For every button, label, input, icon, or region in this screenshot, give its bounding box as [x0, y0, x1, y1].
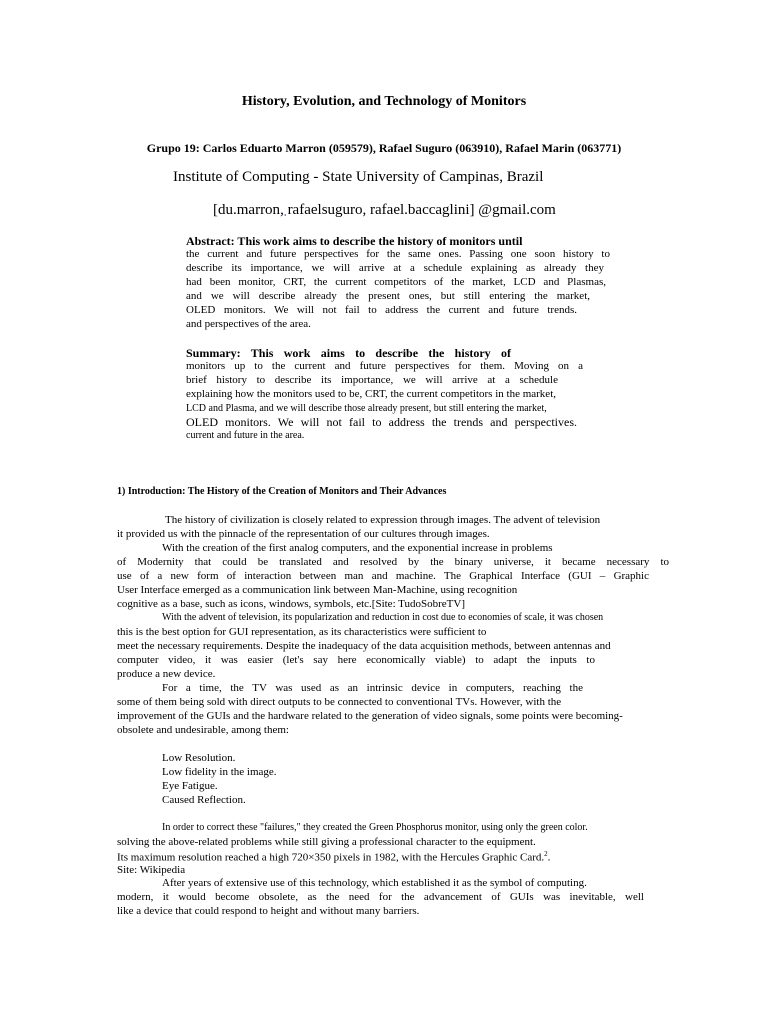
summary-line: monitors up to the current and future perspectives for them. Moving on a	[186, 360, 583, 372]
body-line: some of them being sold with direct outputs to be connected to conventional TVs. However, with the	[117, 696, 562, 708]
abstract-line: and perspectives of the area.	[186, 318, 311, 330]
body-line: meet the necessary requirements. Despite the inadequacy of the data acquisition methods, between antennas and	[117, 640, 611, 652]
email-part-2: rafaelsuguro, rafael.baccaglini] @gmail.com	[287, 202, 556, 218]
abstract-heading: Abstract: This work aims to describe the history of monitors until	[186, 234, 523, 248]
email-line	[213, 202, 556, 219]
body-line: like a device that could respond to height and without many barriers.	[117, 905, 420, 917]
body-line: produce a new device.	[117, 668, 216, 680]
body-line: After years of extensive use of this technology, which established it as the symbol of computing.	[162, 877, 587, 889]
body-line: cognitive as a base, such as icons, windows, symbols, etc.[Site: TudoSobreTV]	[117, 598, 465, 610]
authors-line: Grupo 19: Carlos Eduarto Marron (059579), Rafael Suguro (063910), Rafael Marin (063771)	[146, 141, 622, 155]
summary-line: explaining how the monitors used to be, CRT, the current competitors in the market,	[186, 388, 556, 400]
body-line: User Interface emerged as a communication link between Man-Machine, using recognition	[117, 584, 518, 596]
footnote-marker: 2	[544, 850, 548, 858]
abstract-line: describe its importance, we will arrive at a schedule explaining as already they	[186, 262, 604, 274]
email-separator: ,	[280, 202, 288, 218]
body-line: In order to correct these "failures," they created the Green Phosphorus monitor, using only the green color.	[162, 822, 588, 833]
body-line: modern, it would become obsolete, as the need for the advancement of GUIs was inevitable, well	[117, 891, 644, 903]
summary-line: LCD and Plasma, and we will describe those already present, but still entering the market,	[186, 403, 547, 414]
body-line: computer video, it was easier (let's say here economically viable) to adapt the inputs to	[117, 654, 595, 666]
body-line: Site: Wikipedia	[117, 864, 186, 876]
list-item: Low Resolution.	[162, 752, 236, 764]
abstract-line: had been monitor, CRT, the current competitors of the market, LCD and Plasmas,	[186, 276, 606, 288]
body-line: obsolete and undesirable, among them:	[117, 724, 289, 736]
abstract-line: OLED monitors. We will not fail to address the current and future trends.	[186, 304, 577, 316]
paper-title: History, Evolution, and Technology of Monitors	[241, 94, 527, 109]
abstract-line: the current and future perspectives for the same ones. Passing one soon history to	[186, 248, 610, 260]
body-line: use of a new form of interaction between man and machine. The Graphical Interface (GUI – Graphic	[117, 570, 649, 582]
body-line	[117, 850, 550, 864]
summary-line: brief history to describe its importance, we will arrive at a schedule	[186, 374, 558, 386]
body-line: this is the best option for GUI representation, as its characteristics were sufficient to	[117, 626, 487, 638]
summary-line: current and future in the area.	[186, 430, 305, 441]
body-line: of Modernity that could be translated and resolved by the binary universe, it became necessary to	[117, 556, 669, 568]
body-text: Its maximum resolution reached a high 720×350 pixels in 1982, with the Hercules Graphic Card.	[117, 851, 545, 864]
summary-heading: Summary: This work aims to describe the history of	[186, 346, 511, 360]
section-heading: 1) Introduction: The History of the Creation of Monitors and Their Advances	[117, 486, 447, 497]
body-line: improvement of the GUIs and the hardware related to the generation of video signals, some points were becoming-	[117, 710, 623, 722]
affiliation: Institute of Computing - State University of Campinas, Brazil	[173, 169, 544, 185]
body-line: The history of civilization is closely related to expression through images. The advent of television	[165, 514, 601, 526]
body-line: it provided us with the pinnacle of the representation of our cultures through images.	[117, 528, 490, 540]
body-line: For a time, the TV was used as an intrinsic device in computers, reaching the	[162, 682, 583, 694]
list-item: Caused Reflection.	[162, 794, 246, 806]
body-text: .	[547, 851, 551, 864]
email-part-1: [du.marron	[213, 202, 281, 218]
body-line: With the advent of television, its popularization and reduction in cost due to economies of scale, it was chosen	[162, 612, 604, 623]
list-item: Low fidelity in the image.	[162, 766, 277, 778]
abstract-line: and we will describe already the present ones, but still entering the market,	[186, 290, 590, 302]
body-line: solving the above-related problems while still giving a professional character to the equipment.	[117, 836, 536, 848]
summary-line: OLED monitors. We will not fail to address the trends and perspectives.	[186, 415, 577, 429]
list-item: Eye Fatigue.	[162, 780, 218, 792]
body-line: With the creation of the first analog computers, and the exponential increase in problems	[162, 542, 553, 554]
